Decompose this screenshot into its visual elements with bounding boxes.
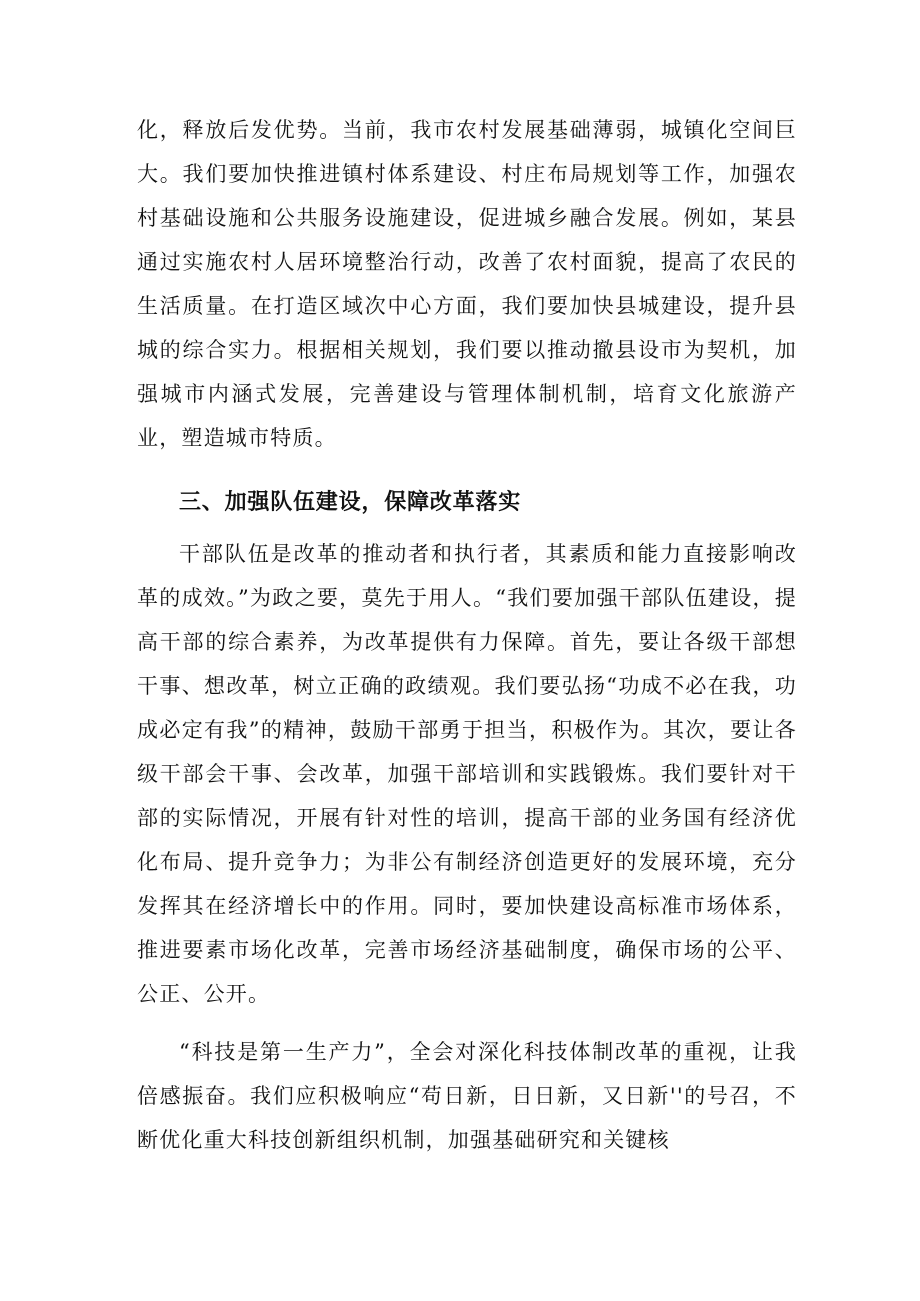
document-body xyxy=(137,108,797,1162)
paragraph-spacer xyxy=(137,1016,797,1030)
paragraph-urban-rural-development: 化，释放后发优势。当前，我市农村发展基础薄弱，城镇化空间巨大。我们要加快推进镇村体系建设、村庄布局规划等工作，加强农村基础设施和公共服务设施建设，促进城乡融合发展。例如，某县通过实施农村人居环境整治行动，改善了农村面貌，提高了农民的生活质量。在打造区域次中心方面，我们要加快县城建设，提升县城的综合实力。根据相关规划，我们要以推动撤县设市为契机，加强城市内涵式发展，完善建设与管理体制机制，培育文化旅游产业，塑造城市特质。 xyxy=(137,118,797,450)
section-heading-team-building: 三、加强队伍建设，保障改革落实 xyxy=(179,490,522,515)
paragraph-spacer xyxy=(137,460,797,474)
paragraph-technology-reform: “科技是第一生产力”，全会对深化科技体制改革的重视，让我倍感振奋。我们应积极响应“苟日新，日日新，又日新''的号召，不断优化重大科技创新组织机制，加强基础研究和关键核 xyxy=(137,1040,797,1152)
paragraph-cadre-team: 干部队伍是改革的推动者和执行者，其素质和能力直接影响改革的成效。”为政之要，莫先于用人。“我们要加强干部队伍建设，提高干部的综合素养，为改革提供有力保障。首先，要让各级干部想干事、想改革，树立正确的政绩观。我们要弘扬“功成不必在我，功成必定有我”的精神，鼓励干部勇于担当，积极作为。其次，要让各级干部会干事、会改革，加强干部培训和实践锻炼。我们要针对干部的实际情况，开展有针对性的培训，提高干部的业务国有经济优化布局、提升竞争力；为非公有制经济创造更好的发展环境，充分发挥其在经济增长中的作用。同时，要加快建设高标准市场体系，推进要素市场化改革，完善市场经济基础制度，确保市场的公平、公正、公开。 xyxy=(137,542,797,1006)
